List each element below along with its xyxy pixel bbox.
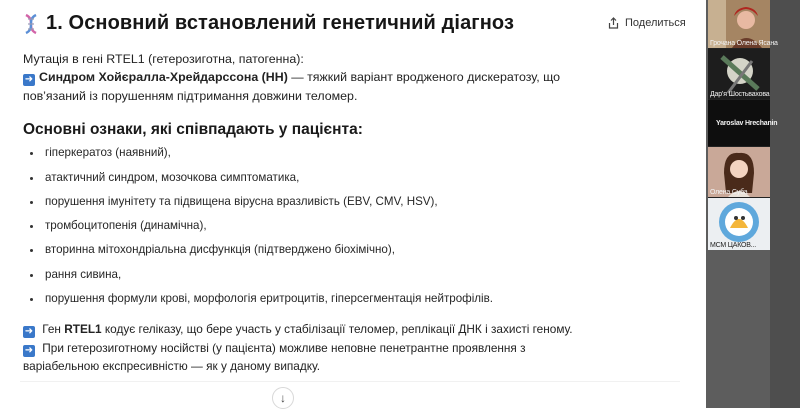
participant-tile[interactable]: [708, 147, 770, 197]
share-label: Поделиться: [625, 17, 686, 29]
right-panel: [770, 0, 800, 408]
mutation-line: Мутація в гені RTEL1 (гетерозиготна, патогенна):: [23, 52, 304, 66]
carrier-note: ➜ При гетерозиготному носійстві (у пацієнта) можливе неповне пенетрантне проявлення з: [24, 341, 526, 356]
page-title: 1. Основний встановлений генетичний діагноз: [46, 12, 514, 34]
syndrome-line: [23, 68, 560, 86]
participant-thumbnails: [708, 0, 778, 250]
share-button[interactable]: [608, 17, 686, 29]
participant-name: Дар’я Шостьвахова: [710, 91, 770, 98]
document-view: 1. Основний встановлений генетичний діагноз Поделиться Мутація в гені RTEL1 (гетерозиготна, патогенна): ➜ Синдром Хойєралла-Хрейдарссона (HH) — тяжкий варіант вродженого дискератозу, що пов’язаний із порушенням підтримання довжини теломер. Основні ознаки, які співпадають у пацієнта: гіперкератоз (наявний), атактичний синдром, мозочкова симптоматика, порушення імунітету та підвищена вірусна вразливість (EBV, CMV, HSV), тромбоцитопенія (динамічна), вторинна мітохондріальна дисфункція (підтверджено біохімічно), рання сивина, порушення формули крові, морфологія еритроцитів, гіперсегментація нейтрофілів. ➜ Ген RTEL1 кодує геліказу, що бере участь у стабілізації теломер, реплікації ДНК і захисті геному. ➜ При гетерозиготному носійстві (у пацієнта) можливе неповне пенетрантне проявлення з варіабельною експресивністю — як у даному випадку. ↓: [0, 0, 706, 408]
syndrome-desc: — тяжкий варіант вродженого дискератозу, що: [287, 70, 561, 84]
bullet-dot: [30, 177, 33, 180]
divider: [20, 381, 680, 382]
arrow-right-icon: ➜: [24, 326, 34, 337]
participant-tile[interactable]: [708, 198, 770, 250]
participant-tile[interactable]: [708, 49, 770, 99]
participant-tile[interactable]: [708, 100, 778, 146]
syndrome-desc-2: пов’язаний із порушенням підтримання довжини теломер.: [23, 89, 358, 103]
participant-name: МСМ ЦАКОВ...: [710, 242, 756, 249]
carrier-note-2: варіабельною експресивністю — як у даному випадку.: [23, 359, 321, 373]
dna-icon: [22, 13, 40, 35]
features-heading: Основні ознаки, які співпадають у пацієнта:: [23, 121, 363, 138]
participant-name: Грочана Олена Ясана: [710, 40, 778, 47]
scroll-down-button[interactable]: [272, 387, 294, 409]
gene-note: ➜ Ген RTEL1 кодує геліказу, що бере участь у стабілізації теломер, реплікації ДНК і захисті геному.: [24, 322, 573, 337]
share-icon: [608, 17, 619, 29]
participant-tile[interactable]: [708, 0, 778, 48]
gene-name: RTEL1: [64, 322, 102, 336]
title-row: [22, 12, 514, 35]
bullet-dot: [30, 298, 33, 301]
arrow-right-icon: ➜: [24, 74, 34, 85]
arrow-right-icon: ➜: [24, 345, 34, 356]
bullet-dot: [30, 249, 33, 252]
bullet-dot: [30, 274, 33, 277]
bullet-dot: [30, 225, 33, 228]
arrow-down-icon: ↓: [280, 391, 286, 405]
bullet-dot: [30, 152, 33, 155]
syndrome-name: Синдром Хойєралла-Хрейдарссона (HH): [39, 70, 288, 84]
participant-name: Yaroslav Hrechanin: [716, 120, 778, 127]
bullet-dot: [30, 201, 33, 204]
participant-name: Олена Суба: [710, 189, 748, 196]
